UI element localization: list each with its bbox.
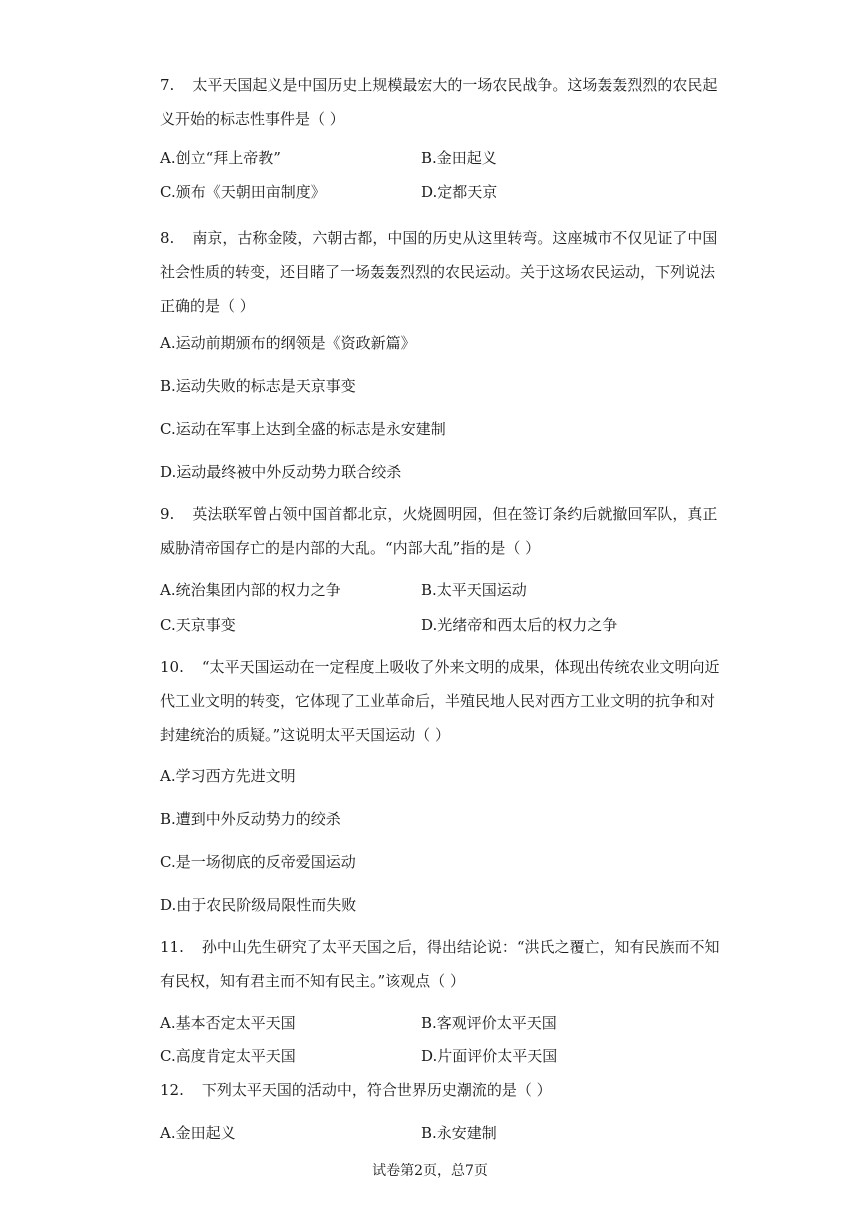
option-c: C.颁布《天朝田亩制度》 <box>160 183 326 201</box>
question-text-line: 南京，古称金陵，六朝古都，中国的历史从这里转弯。这座城市不仅见证了中国 <box>192 229 718 247</box>
option-b: B.运动失败的标志是天京事变 <box>160 377 356 395</box>
question-text-line: 英法联军曾占领中国首都北京，火烧圆明园，但在签订条约后就撤回军队，真正 <box>192 505 718 523</box>
option-c: C.运动在军事上达到全盛的标志是永安建制 <box>160 420 446 438</box>
option-a: A.创立“拜上帝教” <box>160 149 281 167</box>
question-text-line: 威胁清帝国存亡的是内部的大乱。“内部大乱”指的是（ ） <box>160 539 541 557</box>
option-c: C.是一场彻底的反帝爱国运动 <box>160 853 356 871</box>
question-12 <box>160 1073 740 1107</box>
question-number: 10. <box>160 658 184 676</box>
option-b: B.客观评价太平天国 <box>421 1014 557 1032</box>
question-number: 11. <box>160 938 184 956</box>
question-8 <box>160 221 740 323</box>
option-d: D.由于农民阶级局限性而失败 <box>160 896 357 914</box>
option-a: A.学习西方先进文明 <box>160 767 296 785</box>
option-d: D.光绪帝和西太后的权力之争 <box>421 616 618 634</box>
page-footer: 试卷第2页，总7页 <box>372 1163 488 1179</box>
option-b: B.永安建制 <box>421 1124 497 1142</box>
question-text-line: 义开始的标志性事件是（ ） <box>160 110 345 128</box>
question-text-line: “太平天国运动在一定程度上吸收了外来文明的成果，体现出传统农业文明向近 <box>201 658 720 676</box>
question-11 <box>160 930 740 998</box>
question-text-line: 封建统治的质疑。”这说明太平天国运动（ ） <box>160 726 450 744</box>
question-text-line: 有民权，知有君主而不知有民主。”该观点（ ） <box>160 972 465 990</box>
question-number: 9. <box>160 505 175 523</box>
question-text-line: 下列太平天国的活动中，符合世界历史潮流的是（ ） <box>201 1081 552 1099</box>
question-number: 8. <box>160 229 175 247</box>
option-a: A.基本否定太平天国 <box>160 1014 296 1032</box>
option-b: B.金田起义 <box>421 149 497 167</box>
question-text-line: 孙中山先生研究了太平天国之后，得出结论说：“洪氏之覆亡，知有民族而不知 <box>201 938 720 956</box>
question-text-line: 正确的是（ ） <box>160 297 255 315</box>
option-a: A.统治集团内部的权力之争 <box>160 581 341 599</box>
question-7 <box>160 68 740 136</box>
question-text-line: 社会性质的转变，还目睹了一场轰轰烈烈的农民运动。关于这场农民运动，下列说法 <box>160 263 716 281</box>
option-d: D.运动最终被中外反动势力联合绞杀 <box>160 463 402 481</box>
option-c: C.天京事变 <box>160 616 236 634</box>
option-c: C.高度肯定太平天国 <box>160 1047 296 1065</box>
question-text-line: 代工业文明的转变，它体现了工业革命后，半殖民地人民对西方工业文明的抗争和对 <box>160 692 716 710</box>
question-number: 7. <box>160 76 175 94</box>
question-number: 12. <box>160 1081 184 1099</box>
option-b: B.太平天国运动 <box>421 581 527 599</box>
option-b: B.遭到中外反动势力的绞杀 <box>160 810 341 828</box>
question-10 <box>160 650 740 752</box>
option-a: A.金田起义 <box>160 1124 236 1142</box>
question-9 <box>160 497 740 565</box>
option-d: D.片面评价太平天国 <box>421 1047 558 1065</box>
option-a: A.运动前期颁布的纲领是《资政新篇》 <box>160 334 416 352</box>
option-d: D.定都天京 <box>421 183 498 201</box>
question-text-line: 太平天国起义是中国历史上规模最宏大的一场农民战争。这场轰轰烈烈的农民起 <box>192 76 718 94</box>
